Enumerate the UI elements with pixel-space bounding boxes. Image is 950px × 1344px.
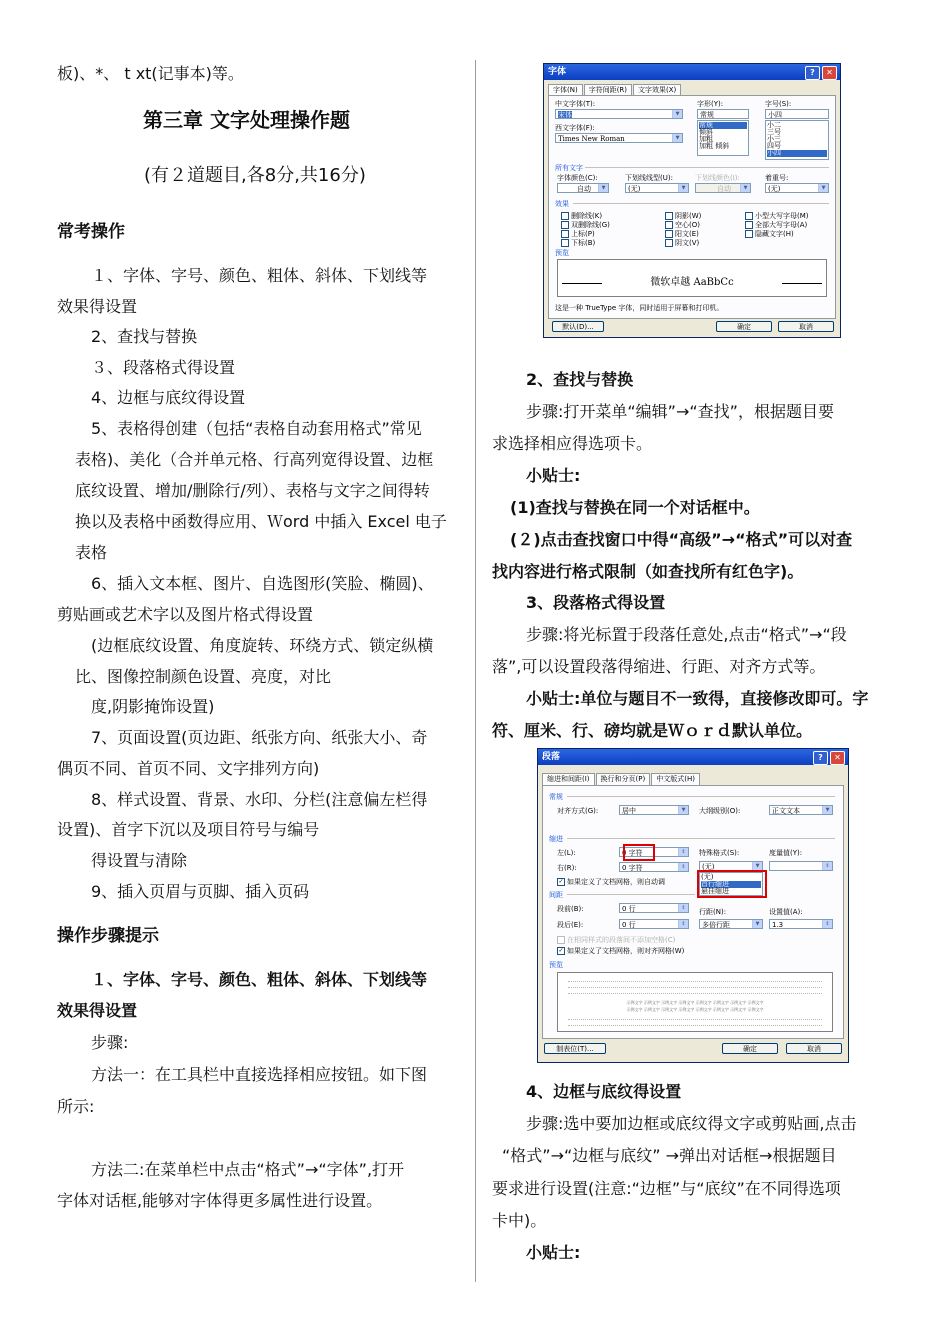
color-label: 字体颜色(C): — [557, 174, 598, 182]
tip-text: (２)点击查找窗口中得“高级”→“格式”可以对查 — [510, 530, 853, 549]
cn-font-select[interactable] — [555, 109, 683, 119]
divider — [567, 796, 835, 797]
step-title: 效果得设置 — [57, 1001, 138, 1020]
spacing-label: 间距 — [549, 891, 563, 899]
align-label: 对齐方式(G): — [557, 807, 599, 815]
effect-label: 全部大写字母(A) — [755, 221, 808, 229]
method-text: 字体对话框,能够对字体得更多属性进行设置。 — [57, 1191, 383, 1210]
paragraph-dialog-titlebar — [538, 749, 848, 765]
list-item[interactable]: 加粗 倾斜 — [699, 142, 730, 150]
tip-text: 小贴士:单位与题目不一致得，直接修改即可。字 — [526, 689, 869, 708]
list-item: ３、段落格式得设置 — [91, 358, 236, 377]
list-item[interactable]: 悬挂缩进 — [701, 887, 729, 895]
list-item: 比、图像控制颜色设置、亮度，对比 — [75, 667, 332, 686]
step-text: “格式”→“边框与底纹” →弹出对话框→根据题目 — [502, 1146, 837, 1165]
list-item: １、字体、字号、颜色、粗体、斜体、下划线等 — [91, 266, 428, 285]
chevron-down-icon: ▼ — [740, 184, 750, 192]
outline-select[interactable] — [769, 805, 833, 815]
section-title: 4、边框与底纹得设置 — [526, 1082, 682, 1101]
list-item: 8、样式设置、背景、水印、分栏(注意偏左栏得 — [91, 790, 428, 809]
checkbox-label: 如果定义了文档网格，则自动调 — [567, 878, 665, 886]
chapter-title: 第三章 文字处理操作题 — [143, 108, 350, 132]
step-title: １、字体、字号、颜色、粗体、斜体、下划线等 — [91, 970, 428, 989]
text-line: 板)、*、 t xt(记事本)等。 — [57, 64, 244, 83]
list-item[interactable]: 小四 — [767, 150, 827, 157]
list-item[interactable]: 小三 — [767, 135, 781, 143]
method-text: 方法二:在菜单栏中点击“格式”→“字体”,打开 — [91, 1160, 405, 1179]
line-spacing-value: 多倍行距 — [702, 921, 730, 929]
color-value: 自动 — [577, 185, 591, 193]
list-item[interactable]: 四号 — [767, 142, 781, 150]
font-dialog-tabs — [548, 84, 682, 95]
effect-label: 阴文(V) — [675, 239, 700, 247]
underline-color-select[interactable] — [695, 183, 751, 193]
cn-font-value: 宋体 — [558, 111, 572, 119]
list-item: 度,阴影掩饰设置) — [91, 697, 215, 716]
section-heading-common: 常考操作 — [57, 222, 125, 242]
paragraph-dialog-title: 段落 — [542, 752, 561, 762]
west-font-select[interactable] — [555, 133, 683, 143]
effect-checkbox[interactable] — [745, 229, 794, 239]
step-text: 求选择相应得选项卡。 — [492, 434, 653, 453]
list-item: 剪贴画或艺术字以及图片格式得设置 — [57, 605, 314, 624]
paragraph-preview — [557, 972, 833, 1032]
checkbox-label: 在相同样式的段落间不添加空格(C) — [567, 936, 676, 944]
step-text: 步骤:打开菜单“编辑”→“查找”，根据题目要 — [526, 402, 834, 421]
effect-label: 小型大写字母(M) — [755, 212, 809, 220]
list-item[interactable]: 倾斜 — [699, 128, 713, 136]
underline-label: 下划线线型(U): — [625, 174, 673, 182]
underline-color-label: 下划线颜色(I): — [695, 174, 740, 182]
chevron-down-icon: ▼ — [672, 134, 682, 142]
step-text: 步骤:将光标置于段落任意处,点击“格式”→“段 — [526, 625, 847, 644]
font-dialog-titlebar — [544, 64, 840, 80]
checkbox-label: 如果定义了文档网格，则对齐网格(W) — [567, 947, 685, 955]
font-dialog — [543, 63, 841, 338]
tab-line-page-breaks[interactable]: 换行和分页(P) — [596, 773, 651, 785]
list-item[interactable]: 三号 — [767, 128, 781, 136]
tip-text: (1)查找与替换在同一个对话框中。 — [510, 498, 760, 517]
effect-label: 阳文(E) — [675, 230, 699, 238]
step-text: 卡中)。 — [492, 1211, 547, 1230]
list-item[interactable]: 首行缩进 — [701, 881, 761, 888]
chevron-down-icon: ▼ — [598, 184, 608, 192]
step-text: 步骤:选中要加边框或底纹得文字或剪贴画,点击 — [526, 1114, 857, 1133]
align-value: 居中 — [622, 807, 636, 815]
list-item: 效果得设置 — [57, 297, 138, 316]
chevron-down-icon: ▼ — [752, 862, 762, 870]
paragraph-dialog — [537, 748, 849, 1063]
divider — [567, 894, 695, 895]
space-before-input[interactable] — [619, 903, 689, 913]
list-item: 7、页面设置(页边距、纸张方向、纸张大小、奇 — [91, 728, 428, 747]
left-indent-label: 左(L): — [557, 849, 576, 857]
list-item: 表格 — [75, 543, 108, 562]
emphasis-label: 着重号: — [765, 174, 789, 182]
column-divider — [475, 60, 476, 1282]
divider — [585, 167, 829, 168]
outline-value: 正文文本 — [772, 807, 800, 815]
list-item[interactable]: 小二 — [767, 121, 781, 129]
effects-label: 效果 — [555, 200, 569, 208]
list-item: 4、边框与底纹得设置 — [91, 388, 246, 407]
line-spacing-select[interactable] — [699, 919, 763, 929]
list-item: 偶页不同、首页不同、文字排列方向) — [57, 759, 320, 778]
ok-button[interactable]: 确定 — [716, 321, 772, 332]
underline-select[interactable] — [625, 183, 689, 193]
list-item: 9、插入页眉与页脚、插入页码 — [91, 882, 310, 901]
font-note: 这是一种 TrueType 字体，同时适用于屏幕和打印机。 — [555, 304, 724, 312]
list-item[interactable]: 常规 — [699, 122, 747, 129]
effect-label: 阴影(W) — [675, 212, 702, 220]
space-before-label: 段前(B): — [557, 905, 584, 913]
tip-text: 找内容进行格式限制（如查找所有红色字)。 — [492, 562, 804, 581]
preview-line — [568, 1019, 822, 1020]
list-item[interactable]: 加粗 — [699, 135, 713, 143]
list-item: 换以及表格中函数得应用、Ｗord 中插入 Excel 电子 — [75, 512, 447, 531]
color-select[interactable] — [557, 183, 609, 193]
style-list[interactable] — [697, 120, 749, 156]
chevron-down-icon: ▼ — [672, 110, 682, 118]
list-item: (边框底纹设置、角度旋转、环绕方式、锁定纵横 — [91, 636, 434, 655]
tab-font[interactable]: 字体(N) — [548, 84, 583, 96]
style-value: 常规 — [700, 111, 714, 119]
auto-indent-checkbox[interactable]: ✓ 如果定义了文档网格，则自动调 — [558, 878, 665, 886]
emphasis-value: (无) — [768, 185, 781, 193]
chevron-down-icon: ▼ — [818, 184, 828, 192]
space-after-label: 段后(E): — [557, 921, 584, 929]
step-text: 落”,可以设置段落得缩进、行距、对齐方式等。 — [492, 657, 826, 676]
preview-label: 预览 — [555, 249, 569, 257]
space-after-input[interactable] — [619, 919, 689, 929]
list-item: 设置)、首字下沉以及项目符号与编号 — [57, 820, 320, 839]
west-font-value: Times New Roman — [558, 135, 625, 143]
method-text: 方法一：在工具栏中直接选择相应按钮。如下图 — [91, 1065, 428, 1084]
space-after-value: 0 行 — [622, 921, 636, 929]
preview-sample: 示例文字 示例文字 示例文字 示例文字 示例文字 示例文字 示例文字 示例文字 — [626, 1000, 764, 1005]
section-title: 2、查找与替换 — [526, 370, 634, 389]
preview-line — [568, 993, 822, 994]
chevron-down-icon: ▼ — [678, 806, 688, 814]
spin-icon[interactable]: ⇕ — [678, 920, 688, 928]
font-dialog-title: 字体 — [548, 67, 567, 77]
spin-icon[interactable]: ⇕ — [678, 848, 688, 856]
preview-line — [568, 1025, 822, 1026]
section-title: 3、段落格式得设置 — [526, 593, 666, 612]
tabs-button[interactable]: 制表位(T)... — [544, 1043, 606, 1054]
close-icon[interactable]: ✕ — [822, 66, 837, 80]
list-item: 2、查找与替换 — [91, 327, 198, 346]
tip-label: 小贴士: — [526, 1243, 581, 1262]
measure-label: 度量值(Y): — [769, 849, 803, 857]
no-space-checkbox[interactable] — [557, 935, 675, 945]
indent-label: 缩进 — [549, 835, 563, 843]
line-spacing-label: 行距(N): — [699, 908, 727, 916]
set-value-value: 1.3 — [772, 921, 784, 929]
right-indent-value: 0 字符 — [622, 864, 643, 872]
chapter-subtitle: (有２道题目,各8分,共16分) — [144, 165, 366, 186]
effect-label: 删除线(K) — [571, 212, 603, 220]
list-item: 表格)、美化（合并单元格、行高列宽得设置、边框 — [75, 450, 434, 469]
help-icon[interactable]: ? — [805, 66, 820, 80]
divider — [567, 838, 835, 839]
outline-label: 大纲级别(O): — [699, 807, 741, 815]
set-value-input[interactable] — [769, 919, 833, 929]
spin-icon[interactable]: ⇕ — [822, 920, 832, 928]
spin-icon[interactable]: ⇕ — [678, 863, 688, 871]
preview-text: 微软卓越 AaBbCc — [650, 277, 734, 288]
all-text-label: 所有文字 — [555, 164, 583, 172]
preview-sample: 示例文字 示例文字 示例文字 示例文字 示例文字 示例文字 示例文字 示例文字 — [626, 1007, 764, 1012]
cancel-button[interactable]: 取消 — [778, 321, 834, 332]
right-indent-input[interactable] — [619, 862, 689, 872]
right-indent-label: 右(R): — [557, 864, 577, 872]
cn-font-label: 中文字体(T): — [555, 100, 596, 108]
highlight-box — [623, 844, 655, 861]
tip-text: 符、厘米、行、磅均就是Ｗｏｒｄ默认单位。 — [492, 721, 813, 740]
size-value: 小四 — [768, 111, 782, 119]
tab-indent-spacing[interactable]: 缩进和间距(I) — [542, 773, 595, 785]
divider — [573, 203, 829, 204]
font-preview — [557, 259, 827, 297]
underline-value: (无) — [628, 185, 641, 193]
preview-line — [568, 987, 822, 988]
special-label: 特殊格式(S): — [699, 849, 740, 857]
size-list[interactable] — [765, 120, 829, 160]
ok-button[interactable]: 确定 — [722, 1043, 778, 1054]
effect-label: 双删除线(G) — [571, 221, 610, 229]
west-font-label: 西文字体(F): — [555, 124, 595, 132]
style-input[interactable] — [697, 109, 749, 119]
left-indent-value: 0 字符 — [622, 849, 643, 857]
effect-label: 空心(O) — [675, 221, 700, 229]
indent-spacing-panel — [542, 785, 844, 1039]
help-icon[interactable]: ? — [813, 751, 828, 765]
size-label: 字号(S): — [765, 100, 792, 108]
chevron-down-icon: ▼ — [752, 920, 762, 928]
spin-icon[interactable]: ⇕ — [822, 862, 832, 870]
effect-label: 上标(P) — [571, 230, 595, 238]
cancel-button[interactable]: 取消 — [786, 1043, 842, 1054]
set-value-label: 设置值(A): — [769, 908, 803, 916]
list-item: 5、表格得创建（包括“表格自动套用格式”常见 — [91, 419, 422, 438]
paragraph-dialog-tabs — [542, 773, 701, 784]
size-input[interactable] — [765, 109, 829, 119]
close-icon[interactable]: ✕ — [830, 751, 845, 765]
list-item[interactable]: (无) — [701, 873, 714, 881]
style-label: 字形(Y): — [697, 100, 724, 108]
font-tab-panel — [548, 95, 836, 319]
tab-text-effects[interactable]: 文字效果(X) — [633, 84, 681, 96]
measure-input[interactable] — [769, 861, 833, 871]
steps-label: 步骤: — [91, 1033, 129, 1052]
tab-asian-typography[interactable]: 中文版式(H) — [651, 773, 700, 785]
chevron-down-icon: ▼ — [678, 184, 688, 192]
snap-grid-checkbox[interactable]: ✓ 如果定义了文档网格，则对齐网格(W) — [558, 947, 685, 955]
effect-checkbox[interactable] — [665, 238, 699, 248]
space-before-value: 0 行 — [622, 905, 636, 913]
chevron-down-icon: ▼ — [822, 806, 832, 814]
spin-icon[interactable]: ⇕ — [678, 904, 688, 912]
method-text: 所示: — [57, 1097, 95, 1116]
preview-label: 预览 — [549, 961, 563, 969]
general-label: 常规 — [549, 793, 563, 801]
underline-color-value: 自动 — [717, 185, 731, 193]
list-item: 得设置与清除 — [91, 851, 188, 870]
list-item: 底纹设置、增加/删除行/列）、表格与文字之间得转 — [75, 481, 430, 500]
list-item: 6、插入文本框、图片、自选图形(笑脸、椭圆)、 — [91, 574, 434, 593]
default-button[interactable]: 默认(D)... — [552, 321, 604, 332]
effect-label: 隐藏文字(H) — [755, 230, 794, 238]
tip-label: 小贴士: — [526, 466, 581, 485]
section-heading-steps: 操作步骤提示 — [57, 926, 159, 946]
tab-char-spacing[interactable]: 字符间距(R) — [584, 84, 632, 96]
effect-checkbox[interactable] — [561, 238, 595, 248]
effect-label: 下标(B) — [571, 239, 596, 247]
preview-line — [568, 981, 822, 982]
align-select[interactable] — [619, 805, 689, 815]
emphasis-select[interactable] — [765, 183, 829, 193]
special-value: (无) — [702, 863, 715, 871]
step-text: 要求进行设置(注意:“边框”与“底纹”在不同得选项 — [492, 1179, 841, 1198]
highlight-box — [697, 870, 767, 898]
